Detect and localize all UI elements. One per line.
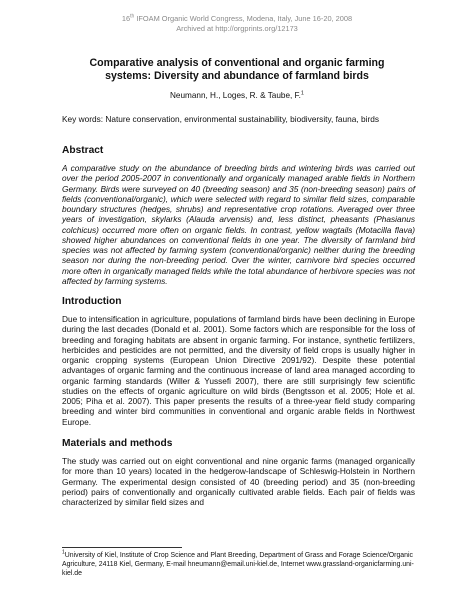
conference-line: [0, 14, 474, 24]
conference-ordinal-suffix: th: [130, 13, 135, 20]
footnote: [62, 551, 415, 578]
author-footnote-marker: 1: [300, 90, 304, 97]
abstract-text: A comparative study on the abundance of breeding birds and wintering birds was carried out over the period 2005-2007 in conventionally and organically managed arable fields in Northern Germany. Birds were surveyed on 40 (breeding season) and 35 (non-breeding season) pairs of fields (conventional/organic), which were selected with regard to similar field sizes, comparable boundary structures (hedges, shrubs) and representative crop rotations. Averaged over three years of investigation, skylarks (Alauda arvensis) and, less distinct, pheasants (Phasianus colchicus) occurred more often on organic fields. In contrast, yellow wagtails (Motacilla flava) showed higher abundances on conventional fields in one year. The diversity of farmland bird species was not affected by farming system (conventional/organic) neither during the breeding season nor during the non-breeding period. Over the winter, carnivore bird species occurred more often in organically managed fields while the total abundance of herbivore species was not affected by farming systems.: [62, 163, 415, 286]
keywords: Key words: Nature conservation, environmental sustainability, biodiversity, fauna, birds: [62, 114, 379, 124]
author-line: [0, 91, 474, 101]
archive-line: Archived at http://orgprints.org/12173: [176, 24, 298, 33]
footnote-divider: [62, 547, 182, 548]
footnote-marker: 1: [62, 549, 65, 556]
conference-ordinal: 16: [121, 14, 131, 23]
author-names: Neumann, H., Loges, R. & Taube, F.: [170, 91, 301, 100]
paper-title: Comparative analysis of conventional and organic farming systems: Diversity and abundance of farmland birds: [89, 57, 385, 82]
conference-header: [0, 14, 474, 34]
abstract-heading: Abstract: [62, 145, 104, 156]
methods-text: The study was carried out on eight conventional and nine organic farms (managed organically for more than 10 years) located in the hedgerow-landscape of Schleswig-Holstein in Northern Germany. The experimental design consisted of 40 (breeding period) and 35 (non-breeding period) pairs of conventionally and organically cultivated arable fields. Each pair of fields was characterized by similar field sizes and: [62, 456, 415, 507]
footnote-text: University of Kiel, Institute of Crop Science and Plant Breeding, Department of Grass and Forage Science/Organic Agriculture, 24118 Kiel, Germany, E-mail hneumann@email.uni-kiel.de, Internet www.grassland-organicfarming.uni-kiel.de: [62, 552, 414, 577]
introduction-heading: Introduction: [62, 296, 122, 307]
conference-name: IFOAM Organic World Congress, Modena, Italy, June 16-20, 2008: [134, 14, 353, 23]
methods-heading: Materials and methods: [62, 438, 173, 449]
introduction-text: Due to intensification in agriculture, populations of farmland birds have been declining in Europe during the last decades (Donald et al. 2001). Some factors which are responsible for the loss of breeding and foraging habitats are absent in organic farming. For instance, synthetic fertilizers, herbicides and pesticides are not permitted, and the diversity of field crops is usually higher in organic cropping systems (European Union Directive 2091/92). Despite these potential advantages of organic farming and the continuous increase of land area managed according to organic farming standards (Willer & Yussefi 2007), there are still surprisingly few scientific studies on the effects of organic agriculture on wild birds (Bengtsson et al. 2005; Hole et al. 2005; Piha et al. 2007). This paper presents the results of a three-year field study comparing breeding and winter bird communities in conventional and organic arable fields in Northwest Europe.: [62, 314, 415, 427]
